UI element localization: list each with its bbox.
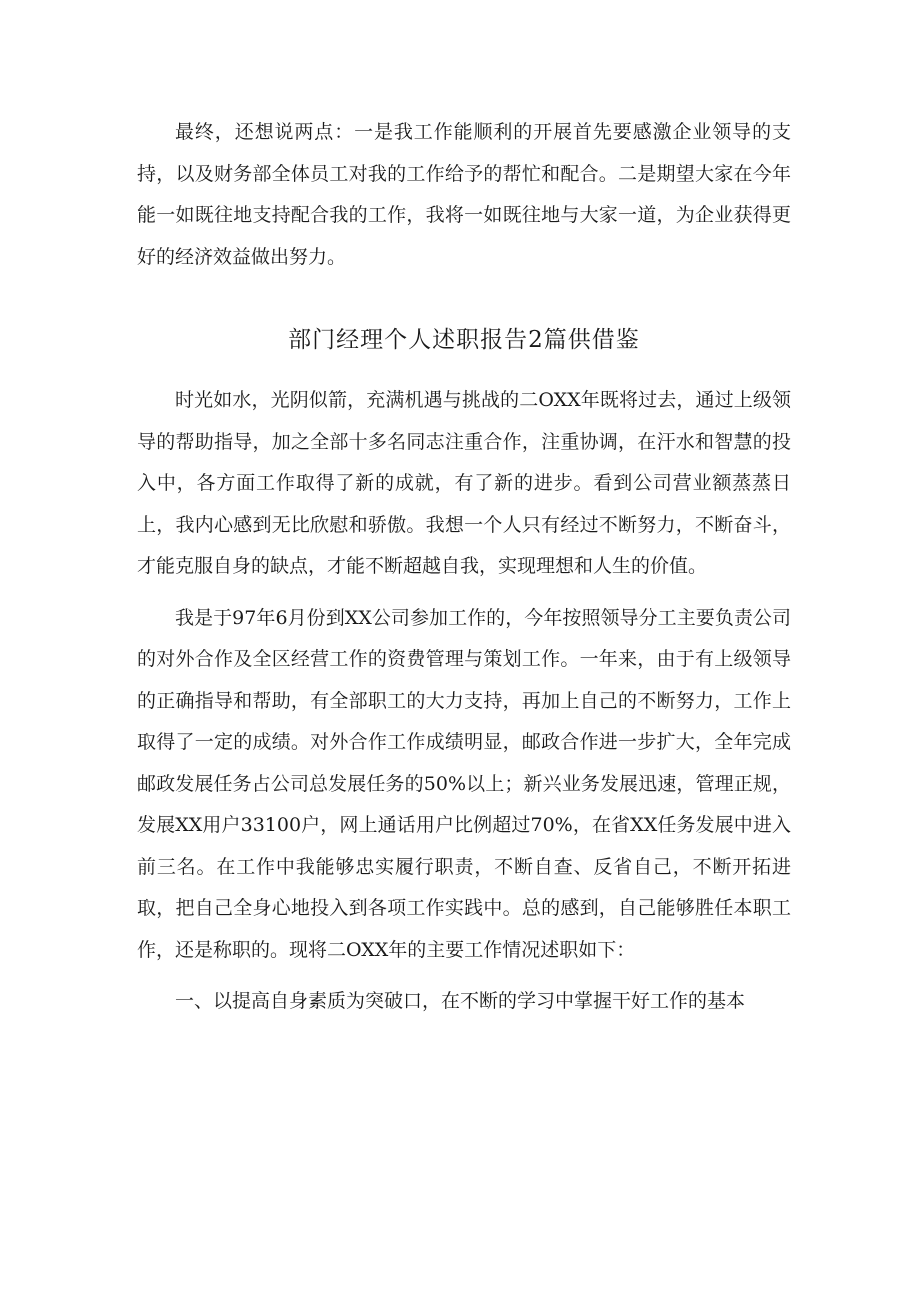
section-one-paragraph: 一、以提高自身素质为突破口，在不断的学习中掌握干好工作的基本 [175,990,746,1012]
closing-paragraph: 最终，还想说两点：一是我工作能顺利的开展首先要感激企业领导的支持，以及财务部全体员工对我的工作给予的帮忙和配合。二是期望大家在今年能一如既往地支持配合我的工作，我将一如既往地与大家一道，为企业获得更好的经济效益做出努力。 [137,121,791,268]
document-body [137,112,791,1033]
report-title: 部门经理个人述职报告2篇供借鉴 [288,327,640,353]
intro-paragraph: 时光如水，光阴似箭，充满机遇与挑战的二OXX年既将过去，通过上级领导的帮助指导，加之全部十多名同志注重合作，注重协调，在汗水和智慧的投入中，各方面工作取得了新的成就，有了新的进步。看到公司营业额蒸蒸日上，我内心感到无比欣慰和骄傲。我想一个人只有经过不断努力，不断奋斗，才能克服自身的缺点，才能不断超越自我，实现理想和人生的价值。 [137,389,791,577]
background-paragraph: 我是于97年6月份到XX公司参加工作的，今年按照领导分工主要负责公司的对外合作及全区经营工作的资费管理与策划工作。一年来，由于有上级领导的正确指导和帮助，有全部职工的大力支持，再加上自己的不断努力，工作上取得了一定的成绩。对外合作工作成绩明显，邮政合作进一步扩大，全年完成邮政发展任务占公司总发展任务的50%以上；新兴业务发展迅速，管理正规，发展XX用户33100户，网上通话用户比例超过70%，在省XX任务发展中进入前三名。在工作中我能够忠实履行职责，不断自查、反省自己，不断开拓进取，把自己全身心地投入到各项工作实践中。总的感到，自己能够胜任本职工作，还是称职的。现将二OXX年的主要工作情况述职如下： [137,606,791,961]
